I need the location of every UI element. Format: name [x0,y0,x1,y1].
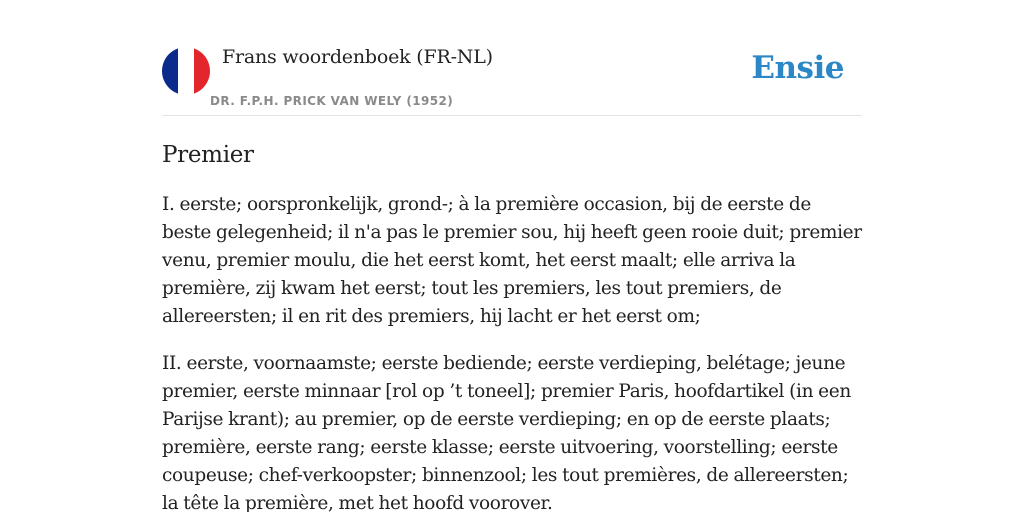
definition-paragraph: I. eerste; oorspronkelijk, grond-; à la première occasion, bij de eerste de beste gelegenheid; il n'a pas le premier sou, hij heeft geen rooie duit; premier venu, premier moulu, die het eerst komt, het eerst maalt; elle arriva la première, zij kwam het eerst; tout les premiers, les tout premiers, de allereersten; il en rit des premiers, hij lacht er het eerst om; [162,194,862,327]
entry-headword: Premier [162,142,254,168]
flag-band-blue [162,47,178,95]
flag-band-white [178,47,194,95]
french-flag-icon [162,47,210,95]
flag-band-red [194,47,210,95]
brand-logo-link[interactable]: Ensie [751,50,844,86]
dictionary-header [162,0,862,116]
dictionary-author: DR. F.P.H. PRICK VAN WELY (1952) [210,94,454,108]
dictionary-title[interactable]: Frans woordenboek (FR-NL) [222,46,493,68]
content-container [162,0,862,512]
definition-paragraph: II. eerste, voornaamste; eerste bediende; eerste verdieping, belétage; jeune premier, eerste minnaar [rol op ’t toneel]; premier Paris, hoofdartikel (in een Parijse krant); au premier, op de eerste verdieping; en op de eerste plaats; première, eerste rang; eerste klasse; eerste uitvoering, voorstelling; eerste coupeuse; chef-verkoopster; binnenzool; les tout premières, de allereersten; la tête la première, met het hoofd voorover. [162,353,851,512]
entry-definitions [162,191,862,512]
